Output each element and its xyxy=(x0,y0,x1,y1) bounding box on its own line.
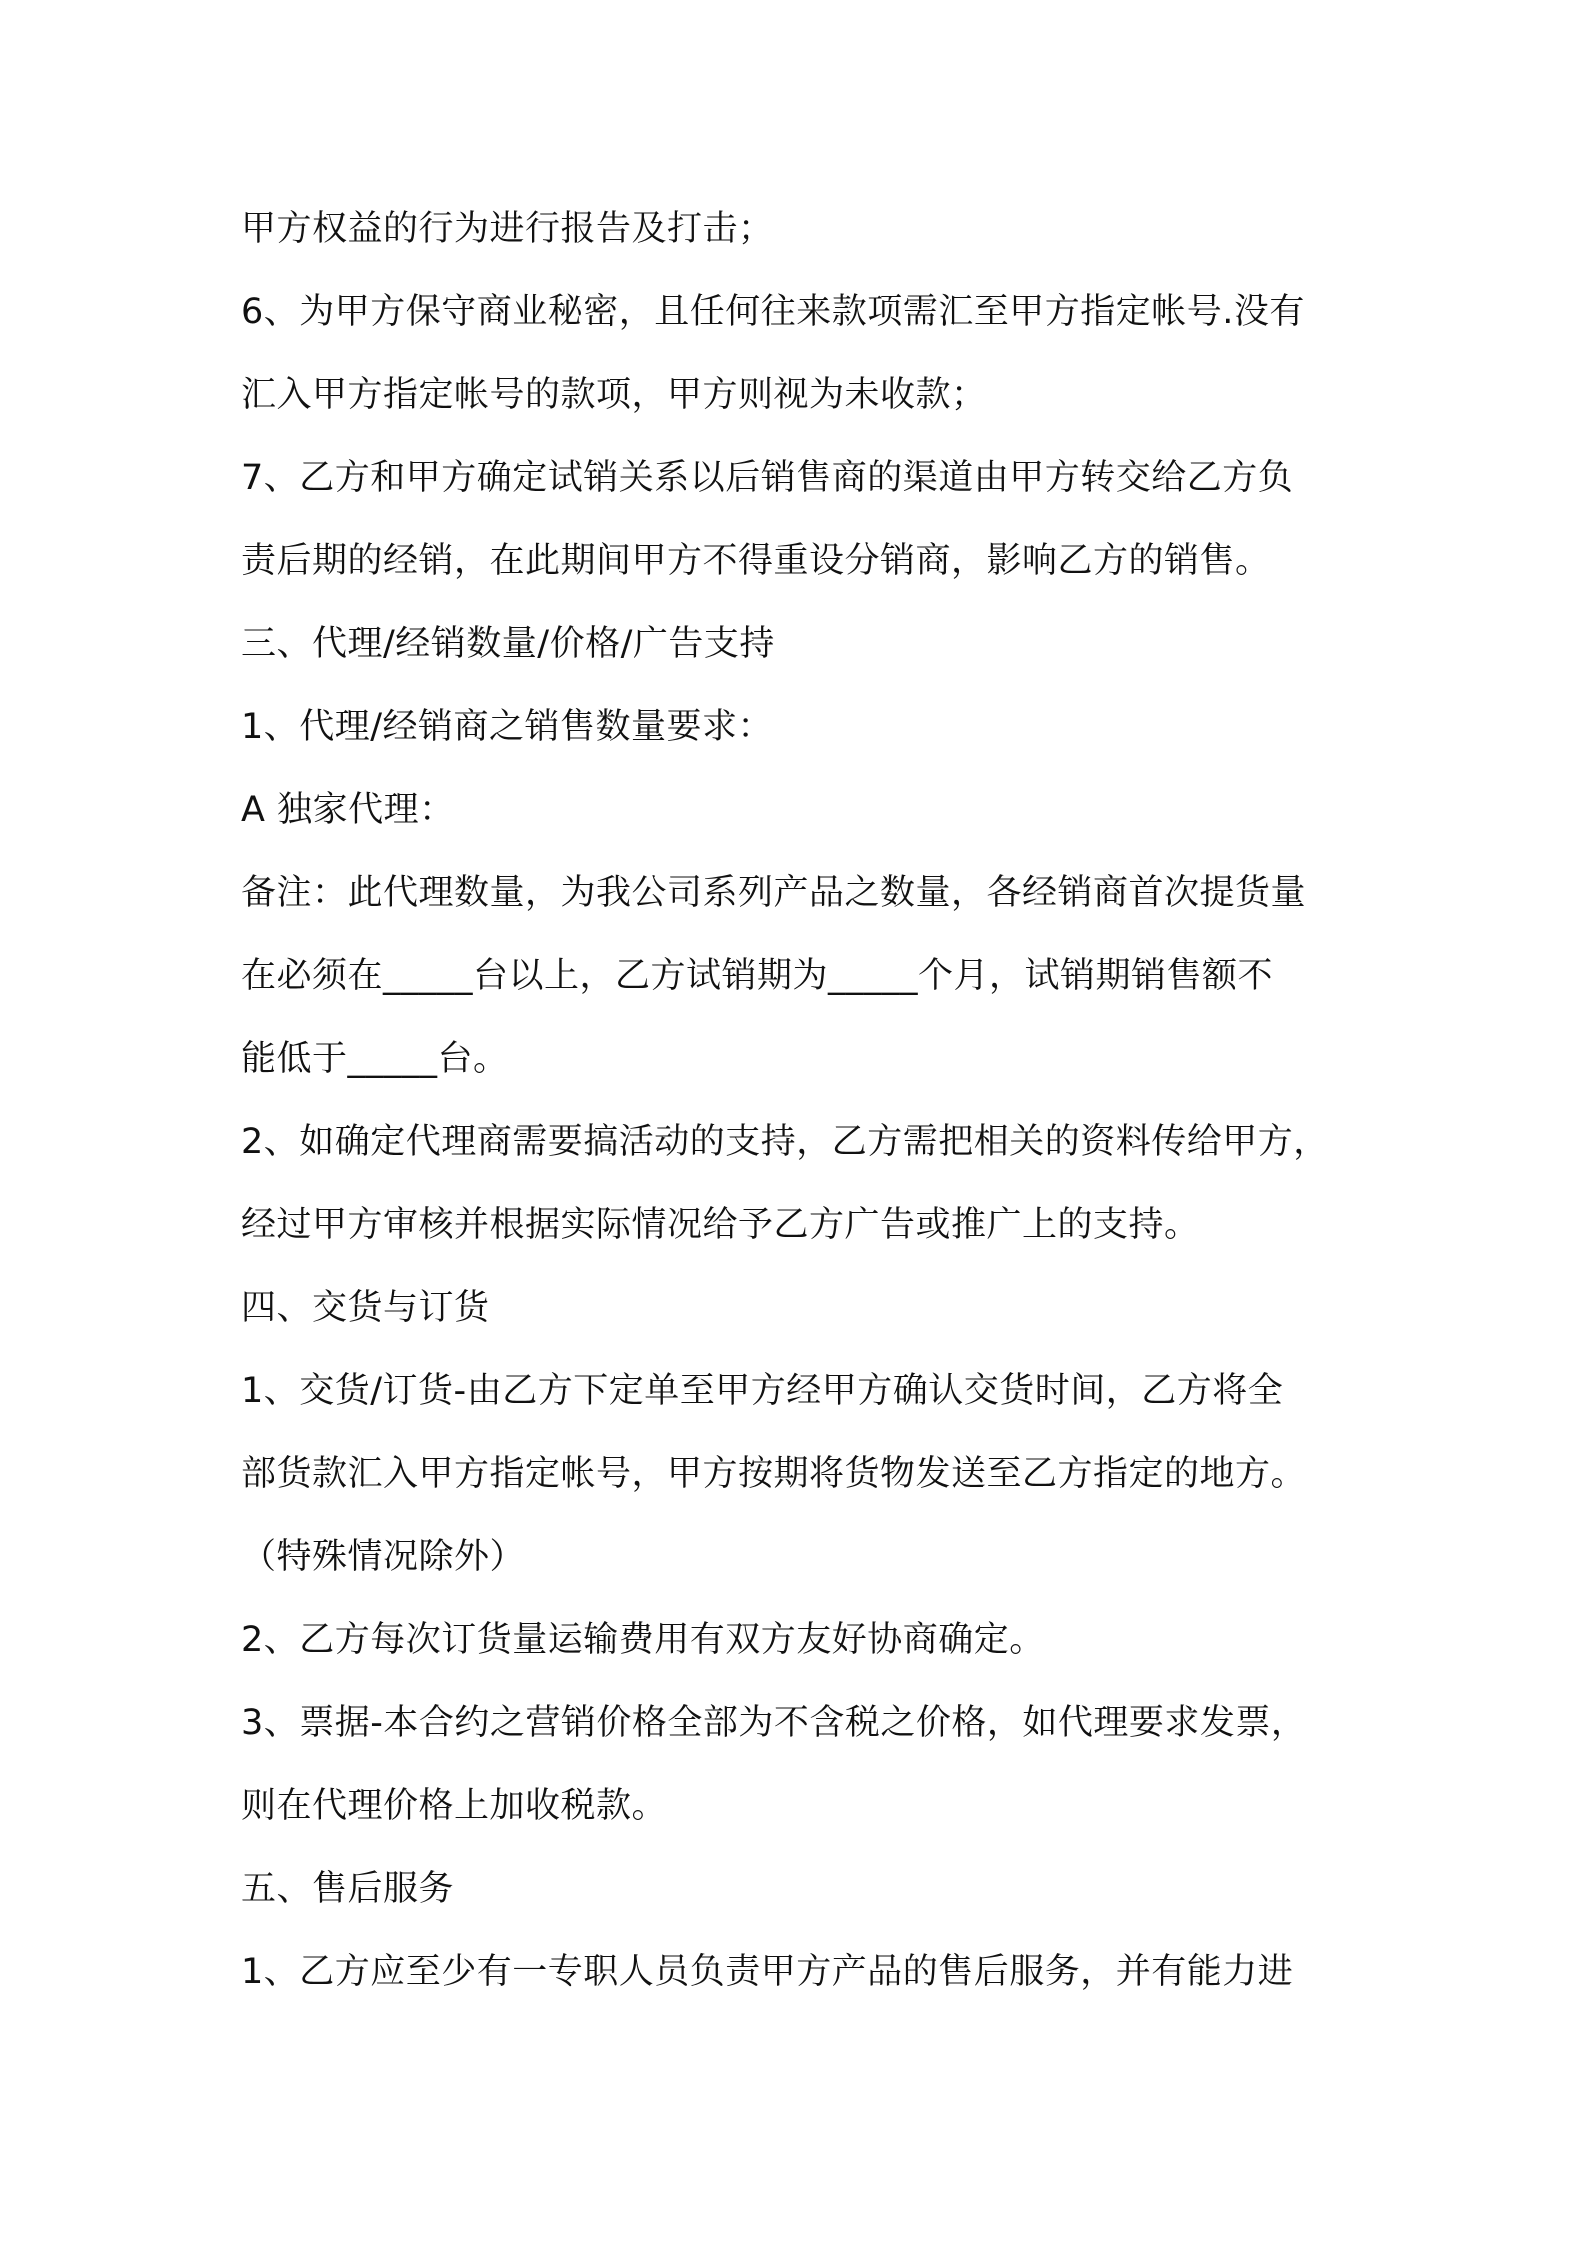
section-heading: 五、售后服务 xyxy=(241,1869,455,1909)
text-line: 甲方权益的行为进行报告及打击； xyxy=(241,209,774,249)
section-heading: 三、代理/经销数量/价格/广告支持 xyxy=(241,624,775,664)
text-line: 经过甲方审核并根据实际情况给予乙方广告或推广上的支持。 xyxy=(241,1205,1200,1245)
text-line: 在必须在_____台以上，乙方试销期为_____个月，试销期销售额不 xyxy=(241,956,1274,996)
text-line: 2、如确定代理商需要搞活动的支持，乙方需把相关的资料传给甲方， xyxy=(241,1122,1329,1162)
text-line: 7、乙方和甲方确定试销关系以后销售商的渠道由甲方转交给乙方负 xyxy=(241,458,1294,498)
text-line: 1、代理/经销商之销售数量要求： xyxy=(241,707,774,747)
text-line: A 独家代理： xyxy=(241,790,455,830)
text-line: 责后期的经销，在此期间甲方不得重设分销商，影响乙方的销售。 xyxy=(241,541,1271,581)
text-line: （特殊情况除外） xyxy=(241,1537,526,1577)
text-line: 1、乙方应至少有一专职人员负责甲方产品的售后服务，并有能力进 xyxy=(241,1952,1294,1992)
text-line: 部货款汇入甲方指定帐号，甲方按期将货物发送至乙方指定的地方。 xyxy=(241,1454,1307,1494)
text-line: 备注：此代理数量，为我公司系列产品之数量，各经销商首次提货量 xyxy=(241,873,1307,913)
text-line: 2、乙方每次订货量运输费用有双方友好协商确定。 xyxy=(241,1620,1045,1660)
text-line: 1、交货/订货-由乙方下定单至甲方经甲方确认交货时间，乙方将全 xyxy=(241,1371,1284,1411)
text-line: 6、为甲方保守商业秘密，且任何往来款项需汇至甲方指定帐号.没有 xyxy=(241,292,1305,332)
section-heading: 四、交货与订货 xyxy=(241,1288,490,1328)
text-line: 3、票据-本合约之营销价格全部为不含税之价格，如代理要求发票， xyxy=(241,1703,1307,1743)
text-line: 能低于_____台。 xyxy=(241,1039,509,1079)
text-line: 汇入甲方指定帐号的款项，甲方则视为未收款； xyxy=(241,375,987,415)
text-line: 则在代理价格上加收税款。 xyxy=(241,1786,668,1826)
